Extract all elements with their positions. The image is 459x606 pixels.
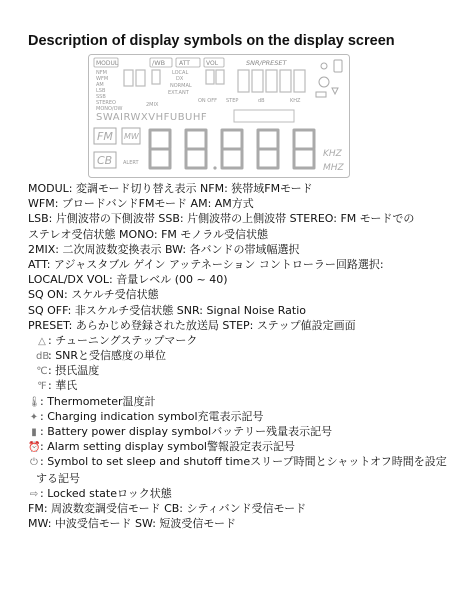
- description-line: [28, 196, 453, 211]
- symbol-icon: ⇨: [29, 488, 39, 500]
- description-text: MODUL: 変調モード切り替え表示 NFM: 狭帯域FMモード: [28, 182, 313, 195]
- description-text: 2MIX: 二次周波数変換表示 BW: 各バンドの帯域幅選択: [28, 242, 300, 256]
- description-text: : チューニングステップマーク: [48, 333, 198, 347]
- lcd-att-label: ATT: [179, 60, 190, 67]
- description-line: [28, 394, 453, 409]
- description-line: [28, 486, 453, 501]
- lcd-2mix: 2MIX: [146, 102, 159, 108]
- description-text: : Symbol to set sleep and shutoff timeスリープ時間とシャットオフ時間を設定: [40, 455, 447, 469]
- lcd-ext-ant: EXT.ANT: [168, 90, 189, 96]
- description-line: [28, 272, 453, 287]
- lcd-mhz: MHZ: [323, 163, 344, 173]
- description-text: WFM: ブロードバンドFMモード AM: AM方式: [28, 197, 254, 211]
- description-line: [28, 378, 453, 393]
- description-text: : Alarm setting display symbol警報設定表示記号: [40, 440, 295, 454]
- description-line: [28, 439, 453, 454]
- lcd-fm: FM: [97, 130, 113, 143]
- lcd-mode-wfm: WFM: [96, 76, 109, 82]
- lcd-vol-label: VOL: [206, 60, 219, 67]
- symbol-description-list: [28, 181, 453, 531]
- lcd-dx: DX: [176, 76, 184, 82]
- description-line: [28, 242, 453, 257]
- lcd-wb-label: /WB: [152, 59, 166, 67]
- symbol-icon: ℃: [36, 366, 48, 378]
- lcd-mode-nfm: NFM: [96, 70, 107, 76]
- symbol-icon: ▮: [31, 427, 37, 438]
- description-text: する記号: [36, 471, 80, 485]
- description-text: : SNRと受信感度の単位: [48, 349, 167, 363]
- description-line: [28, 424, 453, 439]
- description-text: : Locked stateロック状態: [40, 486, 172, 500]
- description-text: : Charging indication symbol充電表示記号: [40, 409, 264, 423]
- lcd-khz-small: KHZ: [290, 98, 301, 104]
- description-text: FM: 周波数変調受信モード CB: シティバンド受信モード: [28, 501, 307, 515]
- symbol-icon: ⏻: [30, 457, 38, 469]
- symbol-icon: ⏰: [28, 442, 41, 454]
- description-text: LSB: 片側波帯の下側波帯 SSB: 片側波帯の上側波帯 STEREO: FM モードでの: [28, 212, 415, 226]
- lcd-mode-mono: MONO/OW: [96, 106, 123, 112]
- symbol-icon: ℉: [37, 381, 47, 393]
- description-line: [28, 333, 453, 348]
- lcd-mode-stereo: STEREO: [96, 100, 116, 106]
- description-line: [28, 181, 453, 196]
- lcd-on-off: ON OFF: [198, 98, 217, 104]
- lcd-db: dB: [258, 98, 265, 104]
- lcd-band-strip: SWAIRWXVHFUBUHF: [96, 112, 208, 123]
- description-line: [28, 211, 453, 226]
- lcd-mw: MW: [124, 132, 139, 141]
- lcd-mode-ssb: SSB: [96, 94, 106, 100]
- symbol-icon: 🌡: [28, 396, 41, 408]
- lcd-snr-preset-label: SNR/PRESET: [246, 59, 287, 67]
- symbol-icon: ✦: [29, 411, 39, 423]
- description-text: ATT: アジャスタブル ゲイン アッテネーション コントローラー回路選択:: [28, 257, 384, 271]
- description-text: LOCAL/DX VOL: 音量レベル (00 ~ 40): [28, 273, 228, 287]
- lcd-modul-label: MODUL: [96, 60, 119, 67]
- lcd-normal: NORMAL: [170, 83, 192, 89]
- lcd-mode-am: AM: [96, 82, 104, 88]
- description-line: [28, 363, 453, 378]
- description-line: [28, 471, 453, 486]
- description-text: SQ OFF: 非スケルチ受信状態 SNR: Signal Noise Ratio: [28, 303, 306, 317]
- description-line: [28, 227, 453, 242]
- description-text: : 華氏: [48, 379, 78, 393]
- symbol-icon: △: [38, 335, 46, 347]
- lcd-local: LOCAL: [172, 70, 189, 76]
- description-line: [28, 348, 453, 363]
- description-line: [28, 516, 453, 531]
- page-title: Description of display symbols on the display screen: [28, 33, 395, 49]
- description-text: ステレオ受信状態 MONO: FM モノラル受信状態: [28, 227, 268, 241]
- description-text: MW: 中波受信モード SW: 短波受信モード: [28, 517, 236, 531]
- description-line: [28, 318, 453, 333]
- description-line: [28, 257, 453, 272]
- description-line: [28, 501, 453, 516]
- symbol-icon: dB: [36, 351, 50, 363]
- description-text: SQ ON: スケルチ受信状態: [28, 288, 159, 302]
- lcd-cb: CB: [97, 154, 113, 167]
- description-text: : Thermometer温度計: [40, 394, 156, 408]
- description-text: PRESET: あらかじめ登録された放送局 STEP: ステップ値設定画面: [28, 318, 356, 332]
- lcd-symbol-diagram: [88, 54, 350, 178]
- description-line: [28, 409, 453, 424]
- lcd-step: STEP: [226, 98, 239, 104]
- description-text: : 摂氏温度: [48, 364, 100, 378]
- lcd-mode-lsb: LSB: [96, 88, 106, 94]
- description-line: [28, 303, 453, 318]
- description-line: [28, 454, 453, 470]
- description-text: : Battery power display symbolバッテリー残量表示記号: [40, 425, 333, 438]
- lcd-alert: ALERT: [123, 160, 139, 166]
- lcd-khz: KHZ: [323, 149, 342, 159]
- description-line: [28, 287, 453, 302]
